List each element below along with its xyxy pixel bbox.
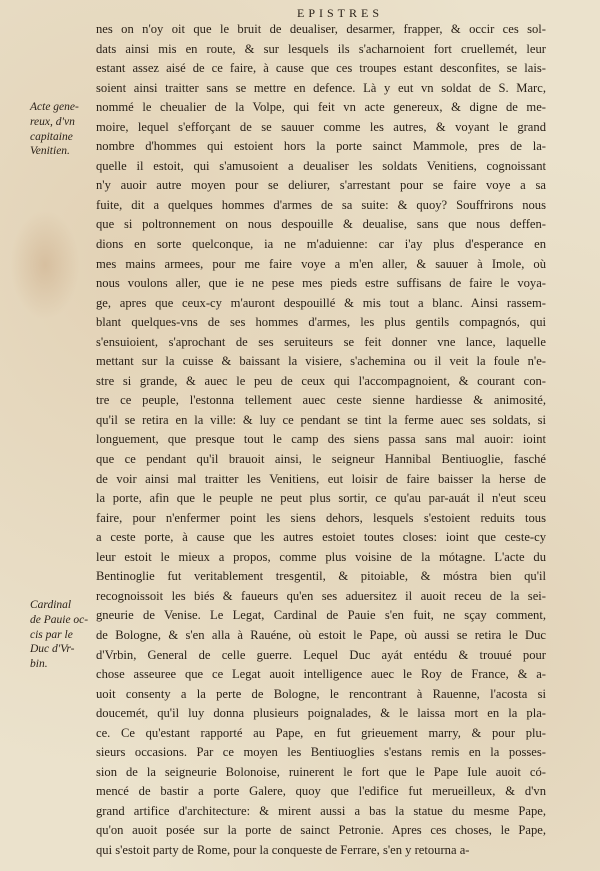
text-line: s'ensuioient, s'aprochant de ses seruiteurs se feit donner vne lance, laquelle [96,334,546,349]
text-line: leur estoit le mieux a propos, comme plus voisine de la mótagne. L'acte du [96,549,546,564]
text-line: grand artifice d'architecture: & mirent aussi a bas la statue du mesme Pape, [96,803,546,818]
text-line: mettant sur la cuisse & baissant la visiere, s'achemina ou il veit la foule n'e- [96,354,546,369]
text-line: fuite, dit a quelques hommes d'armes de sa suite: & quoy? Souffrirons nous [96,197,546,212]
text-line: qui s'estoit party de Rome, pour la conqueste de Ferrare, s'en y retourna a- [96,842,470,857]
body-text [96,20,546,861]
text-line: nes on n'oy oit que le bruit de deualiser, desarmer, frapper, & occir ces sol- [96,22,546,36]
text-line: stre si grande, & auec le peu de ceux qui l'accompagnoient, & courant con- [96,373,546,388]
text-line: nommé le cheualier de la Volpe, qui feit vn acte genereux, & digne de me- [96,100,546,115]
running-header: EPISTRES [296,6,383,20]
text-line: dats ainsi mis en route, & sur lesquels ils s'acharnoient fort cruellemét, leur [96,41,546,56]
text-line: que si poltronnement on nous despouille & deualise, sans que nous deffen- [96,217,546,232]
text-line: tre ce peuple, l'estonna tellement auec ceste sienne hardiesse & animosité, [96,393,546,408]
margin-note-line: Duc d'Vr- [30,643,75,656]
text-line: de voir ainsi mal traitter les Venitiens, eut loisir de faire baisser la herse de [96,471,546,486]
margin-note-line: cis par le [30,628,73,641]
text-line: soient ainsi traitter sans se mettre en defence. Là y eut vn soldat de S. Marc, [96,80,546,95]
text-line: doucemét, qu'il luy donna plusieurs poignalades, & le laissa mort en la pla- [96,706,546,721]
margin-note-line: Venitien. [30,145,70,158]
text-line: nous voulons aller, que ie ne pese mes pieds estre suffisans de faire le voya- [96,276,546,291]
text-line: longuement, que presque tout le camp des siens passa sans mal auoir: ioint [96,432,546,447]
text-line: dions en sorte quelconque, ia ne m'aduienne: car i'ay plus d'esperance en [96,237,546,252]
margin-note-line: capitaine [30,130,73,143]
text-line: uoit consenty a la perte de Bologne, le rencontrant à Rauenne, l'acosta si [96,686,546,701]
text-line: que ce pendant qu'il brauoit ainsi, le seigneur Hannibal Bentiuoglie, fasché [96,452,546,467]
text-line: faire, pour n'enfermer point les siens dehors, lesquels s'estoient reduits tous [96,510,546,525]
text-line: mencé de bastir a porte Galere, quoy que l'edifice fut merueilleux, & d'vn [96,784,546,799]
text-line: ge, apres que ceux-cy m'auront despouillé & mis tout a blanc. Ainsi rassem- [96,295,546,310]
text-line: gneurie de Venise. Le Legat, Cardinal de Pauie s'en fuit, ne sçay comment, [96,608,546,623]
text-line: chose asseuree que ce Legat auoit intelligence auec le Roy de France, & a- [96,667,546,682]
text-line: n'y auoir autre moyen pour se deliurer, s'arrestant pour se faire voye a sa [96,178,546,193]
margin-note-line: bin. [30,658,48,671]
margin-note-line: reux, d'vn [30,115,75,128]
text-line: Bentinoglie fut veritablement tresgentil, & pitoiable, & móstra bien qu'il [96,569,546,584]
text-line: estant assez aisé de ce faire, à cause que ces troupes estant desconfites, se lais- [96,61,546,76]
text-line: a ceste porte, à cause que les autres estoiet toutes closes: ioint que ceste-cy [96,530,546,545]
text-line: sion de la seigneurie Bolonoise, ruinerent le fort que le Pape Iule auoit có- [96,764,546,779]
text-line: quelle il estoit, qui s'amusoient a deualiser les soldats Venitiens, cognoissant [96,158,546,173]
margin-note-line: Cardinal [30,599,72,611]
text-line: recognoissoit les biés & faueurs qu'en ses aduersitez il auoit receu de la sei- [96,588,546,603]
margin-note-cardinal [30,598,98,672]
text-line: d'Vrbin, General de celle guerre. Lequel Duc ayát entédu & trouué pour [96,647,546,662]
text-line: de Bologne, & s'en alla à Rauéne, où estoit le Pape, où aussi se retira le Duc [96,627,546,642]
text-line: moire, lequel s'efforçant de se sauuer comme les autres, & voyant le grand [96,119,546,134]
paper-stain [10,210,80,320]
text-line: nombre d'hommes qui estoient hors la porte sainct Mammole, pres de la- [96,139,546,154]
text-line: sieurs occasions. Par ce moyen les Bentiuoglies s'estans remis en la posses- [96,745,546,760]
text-line: blant quelques-vns de ses hommes d'armes, les plus gentils compagnós, qui [96,315,546,330]
text-line: mes mains armees, pour me faire voye a m'en aller, & sauuer à Imole, où [96,256,546,271]
margin-note-acte-genereux [30,100,98,159]
text-line: qu'il se retira en la ville: & luy ce pendant se tint la ferme auec ses soldats, si [96,412,546,427]
margin-note-line: Acte gene- [30,101,79,113]
text-line: la porte, afin que le peuple ne peut plus sortir, ce qu'au par-auát il n'eut sceu [96,491,546,506]
text-line: qu'on auoit posée sur la porte de sainct Petronie. Apres ces choses, le Pape, [96,823,546,838]
margin-note-line: de Pauie oc- [30,613,89,626]
text-line: ce. Ce qu'estant rapporté au Pape, en fut grieuement marry, & pour plu- [96,725,546,740]
